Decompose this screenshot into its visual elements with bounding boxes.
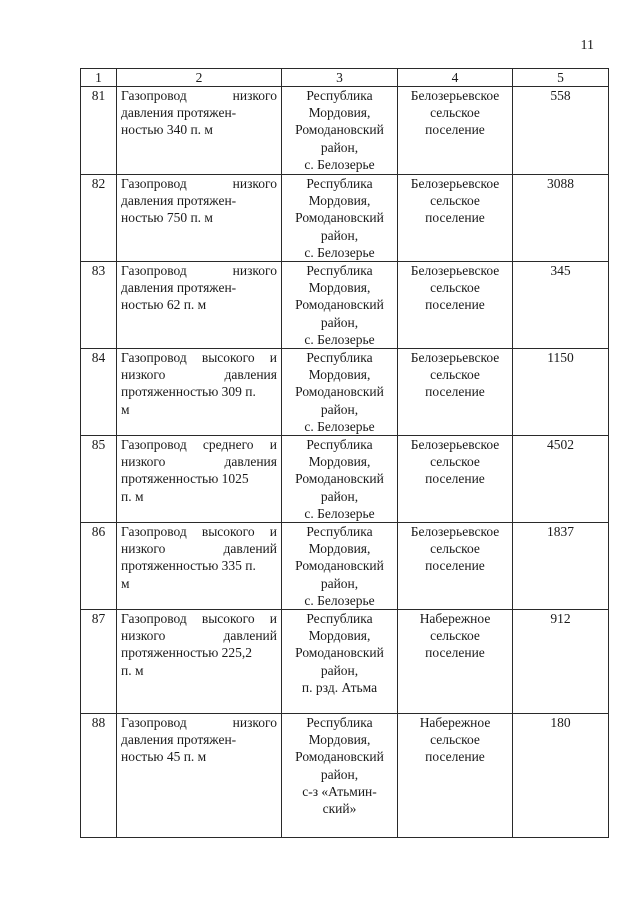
description-line: ностью 750 п. м	[121, 210, 213, 226]
location-line: с. Белозерье	[304, 156, 375, 172]
location-line: Ромодановский	[295, 297, 384, 313]
location-line: Мордовия,	[308, 105, 371, 121]
settlement-line: поселение	[425, 210, 485, 226]
settlement-line: сельское	[430, 280, 480, 296]
settlement-line: поселение	[425, 471, 485, 487]
description-line: ностью 62 п. м	[121, 297, 207, 313]
location-line: район,	[320, 227, 359, 243]
location-line: Ромодановский	[295, 749, 384, 765]
row-number-cell: 83	[81, 262, 117, 349]
description-line: ностью 340 п. м	[121, 122, 213, 138]
table-row	[81, 175, 609, 262]
description-line: Газопровод высокого и низкого давления протяженностью 309 п.	[121, 350, 277, 400]
description-cell	[117, 175, 282, 262]
location-line: Ромодановский	[295, 210, 384, 226]
table-row	[81, 349, 609, 436]
location-line: Республика	[306, 437, 373, 453]
location-line: район,	[320, 139, 359, 155]
settlement-line: сельское	[430, 193, 480, 209]
location-cell	[282, 610, 398, 714]
description-line: Газопровод высокого и низкого давлений протяженностью 335 п.	[121, 524, 277, 574]
page-number: 11	[580, 38, 594, 53]
value-cell: 4502	[513, 436, 609, 523]
settlement-cell	[398, 349, 513, 436]
settlement-line: Белозерьевское	[410, 437, 500, 453]
settlement-line: Белозерьевское	[410, 176, 500, 191]
settlement-line: Набережное	[419, 715, 491, 731]
settlement-line: поселение	[425, 558, 485, 574]
location-line: Ромодановский	[295, 645, 384, 661]
location-line: Республика	[306, 88, 373, 103]
table-row	[81, 610, 609, 714]
table-row	[81, 436, 609, 523]
location-cell	[282, 175, 398, 262]
settlement-line: сельское	[430, 541, 480, 557]
settlement-line: сельское	[430, 628, 480, 644]
value-cell: 180	[513, 714, 609, 838]
header-cell: 2	[117, 69, 282, 87]
description-line: Газопровод низкого давления протяжен-	[121, 263, 277, 296]
location-line: с. Белозерье	[304, 505, 375, 521]
description-line: м	[121, 575, 130, 591]
value-cell: 912	[513, 610, 609, 714]
settlement-cell	[398, 714, 513, 838]
table-body	[81, 87, 609, 838]
value-cell: 345	[513, 262, 609, 349]
location-line: Республика	[306, 350, 373, 366]
location-line: с. Белозерье	[304, 244, 375, 260]
description-line: Газопровод низкого давления протяжен-	[121, 715, 277, 748]
location-line: с. Белозерье	[304, 592, 375, 608]
row-number-cell: 86	[81, 523, 117, 610]
location-line: район,	[320, 401, 359, 417]
description-cell	[117, 436, 282, 523]
location-line: Республика	[306, 524, 373, 540]
settlement-line: сельское	[430, 367, 480, 383]
header-cell: 1	[81, 69, 117, 87]
location-line: с-з «Атьмин-	[302, 783, 377, 799]
location-cell	[282, 87, 398, 175]
location-line: район,	[320, 575, 359, 591]
description-cell	[117, 610, 282, 714]
description-line: м	[121, 401, 130, 417]
settlement-line: Набережное	[419, 611, 491, 627]
settlement-line: сельское	[430, 105, 480, 121]
description-line: Газопровод низкого давления протяжен-	[121, 88, 277, 121]
settlement-line: Белозерьевское	[410, 88, 500, 103]
header-row	[81, 69, 609, 87]
location-cell	[282, 262, 398, 349]
settlement-line: Белозерьевское	[410, 263, 500, 279]
location-line: Республика	[306, 176, 373, 191]
location-line: Республика	[306, 263, 373, 279]
row-number-cell: 88	[81, 714, 117, 838]
location-line: с. Белозерье	[304, 418, 375, 434]
description-line: п. м	[121, 488, 144, 504]
header-cell: 3	[282, 69, 398, 87]
location-line: Республика	[306, 715, 373, 731]
settlement-cell	[398, 436, 513, 523]
description-cell	[117, 87, 282, 175]
settlement-line: поселение	[425, 384, 485, 400]
location-line: с. Белозерье	[304, 331, 375, 347]
table-row	[81, 714, 609, 838]
settlement-line: Белозерьевское	[410, 524, 500, 540]
settlement-line: поселение	[425, 645, 485, 661]
row-number-cell: 87	[81, 610, 117, 714]
value-cell: 1150	[513, 349, 609, 436]
location-line: Мордовия,	[308, 732, 371, 748]
settlement-cell	[398, 87, 513, 175]
location-line: район,	[320, 766, 359, 782]
row-number-cell: 85	[81, 436, 117, 523]
table-row	[81, 262, 609, 349]
location-line: Ромодановский	[295, 122, 384, 138]
settlement-line: поселение	[425, 122, 485, 138]
location-line: Республика	[306, 611, 373, 627]
table-row	[81, 523, 609, 610]
description-line: ностью 45 п. м	[121, 749, 207, 765]
settlement-line: поселение	[425, 297, 485, 313]
location-cell	[282, 349, 398, 436]
description-cell	[117, 523, 282, 610]
registry-table	[80, 68, 609, 838]
header-cell: 4	[398, 69, 513, 87]
row-number-cell: 82	[81, 175, 117, 262]
location-line: ский»	[322, 801, 357, 817]
value-cell: 558	[513, 87, 609, 175]
settlement-cell	[398, 175, 513, 262]
location-line: Мордовия,	[308, 541, 371, 557]
settlement-line: Белозерьевское	[410, 350, 500, 366]
settlement-cell	[398, 610, 513, 714]
description-line: Газопровод высокого и низкого давлений протяженностью 225,2	[121, 611, 277, 661]
description-cell	[117, 714, 282, 838]
location-line: район,	[320, 314, 359, 330]
description-cell	[117, 262, 282, 349]
row-number-cell: 84	[81, 349, 117, 436]
location-cell	[282, 714, 398, 838]
description-cell	[117, 349, 282, 436]
value-cell: 1837	[513, 523, 609, 610]
description-line: п. м	[121, 662, 144, 678]
location-line: Ромодановский	[295, 558, 384, 574]
table-row	[81, 87, 609, 175]
location-line: Мордовия,	[308, 367, 371, 383]
location-line: Ромодановский	[295, 471, 384, 487]
location-line: Мордовия,	[308, 628, 371, 644]
location-line: Ромодановский	[295, 384, 384, 400]
location-line: п. рзд. Атьма	[301, 679, 378, 695]
location-line: Мордовия,	[308, 193, 371, 209]
description-line: Газопровод низкого давления протяжен-	[121, 176, 277, 209]
location-line: район,	[320, 662, 359, 678]
settlement-line: сельское	[430, 732, 480, 748]
header-cell: 5	[513, 69, 609, 87]
settlement-line: поселение	[425, 749, 485, 765]
value-cell: 3088	[513, 175, 609, 262]
location-cell	[282, 436, 398, 523]
settlement-cell	[398, 262, 513, 349]
settlement-line: сельское	[430, 454, 480, 470]
row-number-cell: 81	[81, 87, 117, 175]
location-line: Мордовия,	[308, 454, 371, 470]
location-cell	[282, 523, 398, 610]
description-line: Газопровод среднего и низкого давления протяженностью 1025	[121, 437, 277, 487]
settlement-cell	[398, 523, 513, 610]
location-line: Мордовия,	[308, 280, 371, 296]
location-line: район,	[320, 488, 359, 504]
